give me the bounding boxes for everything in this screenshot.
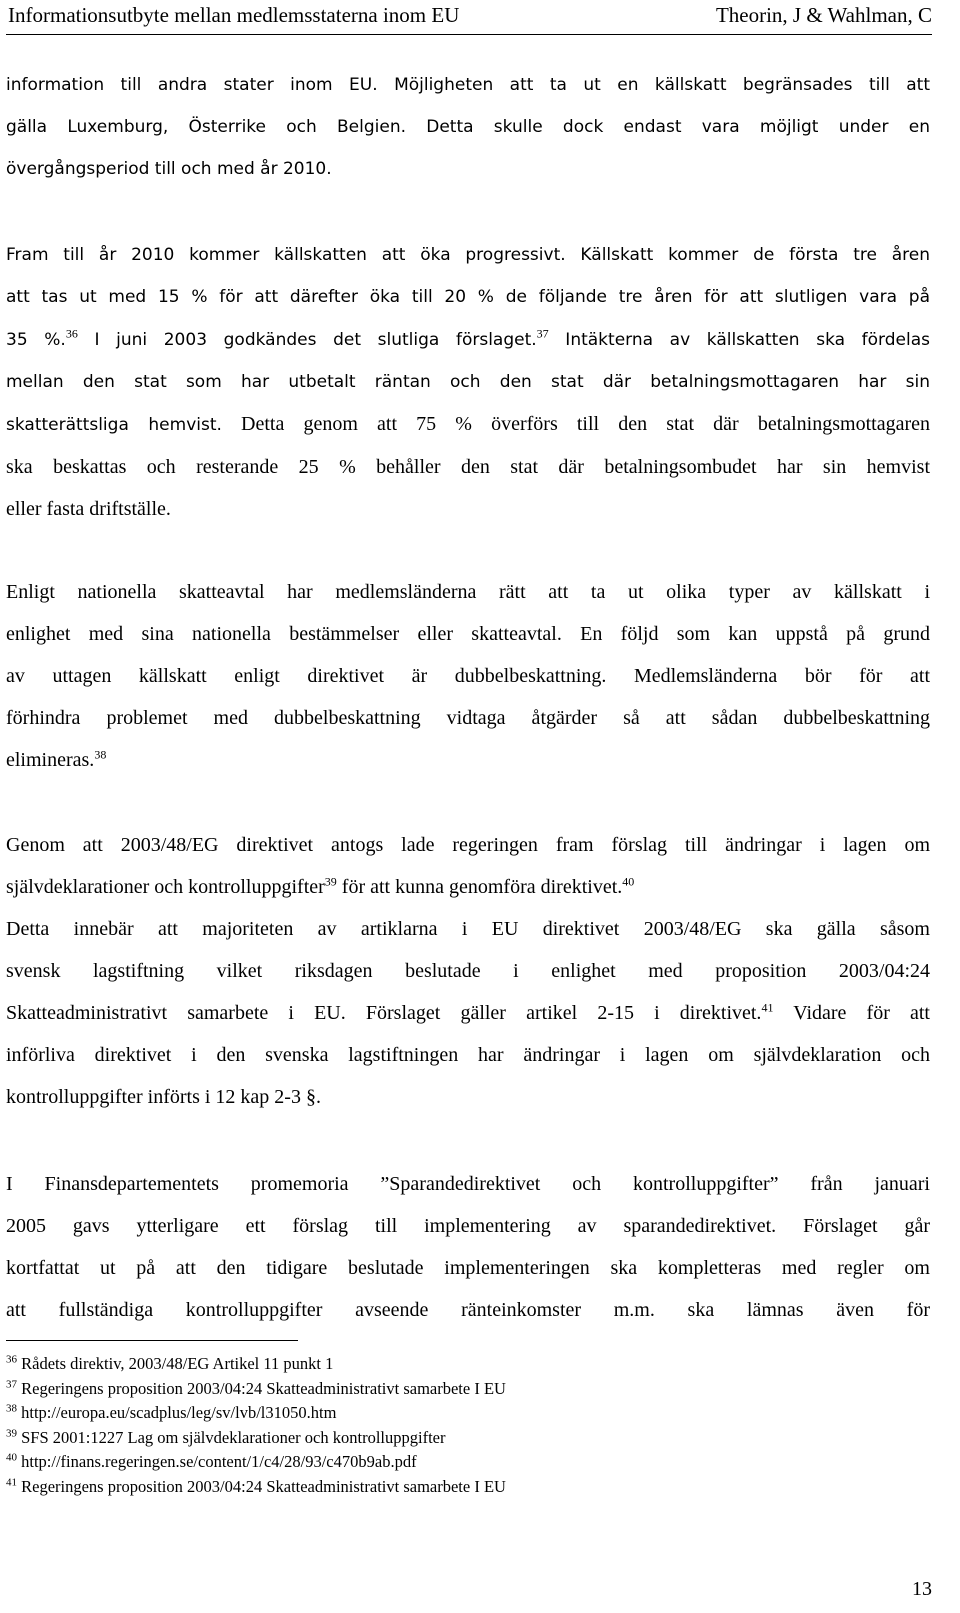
header-title: Informationsutbyte mellan medlemsstaterna inom EU (8, 3, 460, 27)
text-line: svensk lagstiftning vilket riksdagen beslutade i enlighet med proposition 2003/04:24 (6, 960, 930, 982)
header-rule (6, 34, 932, 35)
footnote-36: $^{36}$ Rådets direktiv, 2003/48/EG Artikel 11 punkt 1 (6, 1353, 334, 1373)
footnote-40: $^{40}$ http://finans.regeringen.se/content/1/c4/28/93/c470b9ab.pdf (6, 1451, 417, 1472)
footnote-39: $^{39}$ SFS 2001:1227 Lag om självdeklarationer och kontrolluppgifter (6, 1427, 446, 1447)
text-line: av uttagen källskatt enligt direktivet är dubbelbeskattning. Medlemsländerna bör för att (6, 665, 930, 687)
paragraph-1 (6, 64, 930, 190)
text-line: införliva direktivet i den svenska lagstiftningen har ändringar i lagen om självdeklaration och (6, 1044, 930, 1066)
text-line: Genom att 2003/48/EG direktivet antogs lade regeringen fram förslag till ändringar i lagen om (6, 834, 930, 856)
paragraph-4 (6, 824, 930, 1118)
text-line: gälla Luxemburg, Österrike och Belgien. Detta skulle dock endast vara möjligt under en (6, 117, 930, 137)
footnote-41: $^{41}$ Regeringens proposition 2003/04:24 Skatteadministrativt samarbete I EU (6, 1476, 506, 1496)
text-line: självdeklarationer och kontrolluppgifter$^{39}$ för att kunna genomföra direktivet.$^{40}$ (6, 874, 635, 898)
footnote-ref-38: 38 (94, 747, 107, 762)
footnotes (6, 1352, 906, 1500)
footnote-ref-37: 37 (536, 326, 549, 341)
text-line: information till andra stater inom EU. Möjligheten att ta ut en källskatt begränsades till att (6, 75, 930, 95)
page-number: 13 (912, 1578, 932, 1600)
text-line: 35 %.$^{36}$ I juni 2003 godkändes det slutliga förslaget.$^{37}$ Intäkterna av källskatten ska fördelas (6, 326, 930, 350)
header-authors: Theorin, J & Wahlman, C (715, 3, 932, 27)
footnote-37: $^{37}$ Regeringens proposition 2003/04:24 Skatteadministrativt samarbete I EU (6, 1378, 506, 1398)
text-line: enlighet med sina nationella bestämmelser eller skatteavtal. En följd som kan uppstå på grund (6, 623, 930, 645)
text-line: ska beskattas och resterande 25 % behåller den stat där betalningsombudet har sin hemvist (6, 456, 930, 478)
text-line: I Finansdepartementets promemoria ”Sparandedirektivet och kontrolluppgifter” från januari (6, 1173, 930, 1195)
paragraph-5 (6, 1163, 930, 1331)
text-line: att tas ut med 15 % för att därefter öka till 20 % de följande tre åren för att slutligen vara på (6, 287, 930, 307)
text-line: övergångsperiod till och med år 2010. (6, 159, 332, 179)
footnote-38: $^{38}$ http://europa.eu/scadplus/leg/sv/lvb/l31050.htm (6, 1402, 337, 1423)
text-line: eller fasta driftställe. (6, 498, 171, 520)
text-line: 2005 gavs ytterligare ett förslag till implementering av sparandedirektivet. Förslaget går (6, 1215, 930, 1237)
text-line: Skatteadministrativt samarbete i EU. Förslaget gäller artikel 2-15 i direktivet.$^{41}$ Vidare för att (6, 1000, 930, 1024)
paragraph-3 (6, 571, 930, 781)
text-line: kontrolluppgifter införts i 12 kap 2-3 §. (6, 1086, 321, 1108)
running-header (8, 0, 932, 30)
footnote-ref-40: 40 (622, 874, 635, 889)
footnote-ref-41: 41 (761, 1000, 774, 1015)
footnote-ref-36: 36 (65, 326, 78, 341)
text-line: Fram till år 2010 kommer källskatten att öka progressivt. Källskatt kommer de första tre åren (6, 245, 930, 265)
text-line: förhindra problemet med dubbelbeskattning vidtaga åtgärder så att sådan dubbelbeskattning (6, 707, 930, 729)
footnote-separator (6, 1340, 298, 1341)
text-line: mellan den stat som har utbetalt räntan och den stat där betalningsmottagaren har sin (6, 372, 930, 392)
paragraph-2 (6, 233, 930, 530)
text-line: Enligt nationella skatteavtal har medlemsländerna rätt att ta ut olika typer av källskatt i (6, 581, 930, 603)
text-line: Detta innebär att majoriteten av artiklarna i EU direktivet 2003/48/EG ska gälla såsom (6, 918, 930, 940)
text-line: elimineras.$^{38}$ (6, 747, 107, 771)
text-line: att fullständiga kontrolluppgifter avseende ränteinkomster m.m. ska lämnas även för (6, 1299, 930, 1321)
footnote-ref-39: 39 (324, 874, 337, 889)
text-line: skatterättsliga hemvist. Detta genom att 75 % överförs till den stat där betalningsmottagaren (6, 413, 930, 435)
text-line: kortfattat ut på att den tidigare beslutade implementeringen ska kompletteras med regler om (6, 1257, 930, 1279)
